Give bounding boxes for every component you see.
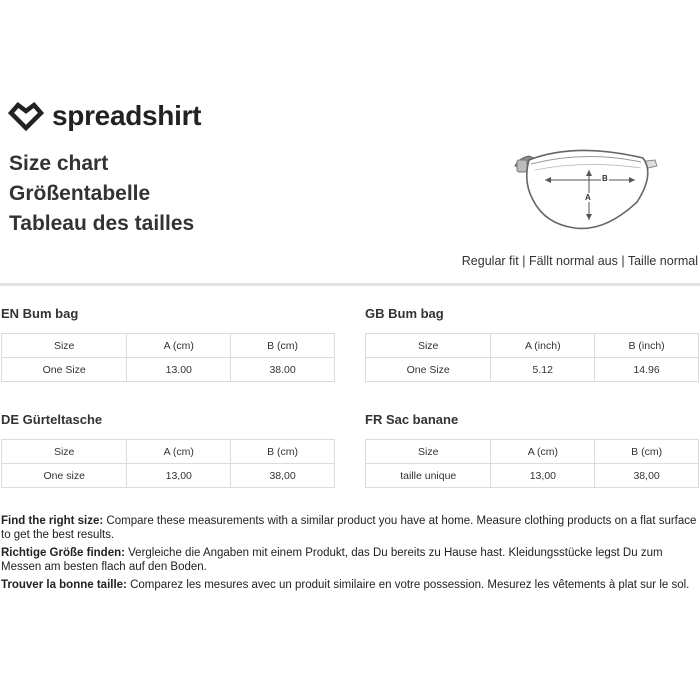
cell-b: 38,00 — [595, 464, 699, 488]
table-title-gb: GB Bum bag — [365, 306, 444, 321]
title-fr: Tableau des tailles — [9, 212, 195, 235]
cell-size: One Size — [366, 358, 491, 382]
note-label: Trouver la bonne taille: — [1, 579, 127, 591]
cell-size: One Size — [2, 358, 127, 382]
header-b: B (cm) — [595, 440, 699, 464]
header-size: Size — [366, 440, 491, 464]
cell-size: taille unique — [366, 464, 491, 488]
size-table-de — [1, 439, 335, 488]
table-header-row — [366, 440, 699, 464]
header-a: A (cm) — [491, 440, 595, 464]
title-en: Size chart — [9, 152, 109, 175]
table-title-en: EN Bum bag — [1, 306, 79, 321]
note-en — [1, 514, 697, 542]
fit-note: Regular fit | Fällt normal aus | Taille normal — [461, 254, 698, 268]
header-a: A (cm) — [127, 334, 231, 358]
table-title-fr: FR Sac banane — [365, 412, 459, 427]
table-title-de: DE Gürteltasche — [1, 412, 103, 427]
cell-size: One size — [2, 464, 127, 488]
size-table-gb — [365, 333, 699, 382]
dimension-a-label: A — [585, 193, 591, 202]
table-row — [2, 464, 335, 488]
cell-a: 13,00 — [491, 464, 595, 488]
heart-outline-logo-icon — [8, 100, 44, 132]
header-a: A (inch) — [491, 334, 595, 358]
table-header-row — [2, 334, 335, 358]
page-titles — [9, 149, 194, 239]
table-row — [366, 358, 699, 382]
cell-b: 14.96 — [595, 358, 699, 382]
cell-a: 13.00 — [127, 358, 231, 382]
note-text: Compare these measurements with a similar product you have at home. Measure clothing products on a flat surface to get the best results. — [1, 515, 697, 541]
note-label: Richtige Größe finden: — [1, 547, 125, 559]
note-label: Find the right size: — [1, 515, 104, 527]
table-row — [366, 464, 699, 488]
brand-logo — [8, 100, 201, 132]
divider — [0, 283, 700, 286]
cell-b: 38.00 — [231, 358, 335, 382]
dimension-b-label: B — [602, 174, 608, 183]
note-fr — [1, 578, 697, 592]
size-table-en — [1, 333, 335, 382]
bum-bag-illustration — [505, 134, 665, 239]
header-b: B (inch) — [595, 334, 699, 358]
header-a: A (cm) — [127, 440, 231, 464]
header-b: B (cm) — [231, 440, 335, 464]
table-row — [2, 358, 335, 382]
header-size: Size — [366, 334, 491, 358]
cell-a: 5.12 — [491, 358, 595, 382]
note-text: Comparez les mesures avec un produit similaire en votre possession. Mesurez les vêtements à plat sur le sol. — [126, 579, 690, 591]
brand-name: spreadshirt — [52, 100, 202, 131]
header-size: Size — [2, 334, 127, 358]
table-header-row — [366, 334, 699, 358]
cell-a: 13,00 — [127, 464, 231, 488]
note-de — [1, 546, 697, 574]
size-table-fr — [365, 439, 699, 488]
cell-b: 38,00 — [231, 464, 335, 488]
measurement-notes — [1, 514, 697, 596]
table-header-row — [2, 440, 335, 464]
note-text: Vergleiche die Angaben mit einem Produkt, das Du bereits zu Hause hast. Kleidungsstücke legst Du zum Messen am besten flach auf den Boden. — [1, 547, 663, 573]
header-size: Size — [2, 440, 127, 464]
title-de: Größentabelle — [9, 182, 151, 205]
header-b: B (cm) — [231, 334, 335, 358]
